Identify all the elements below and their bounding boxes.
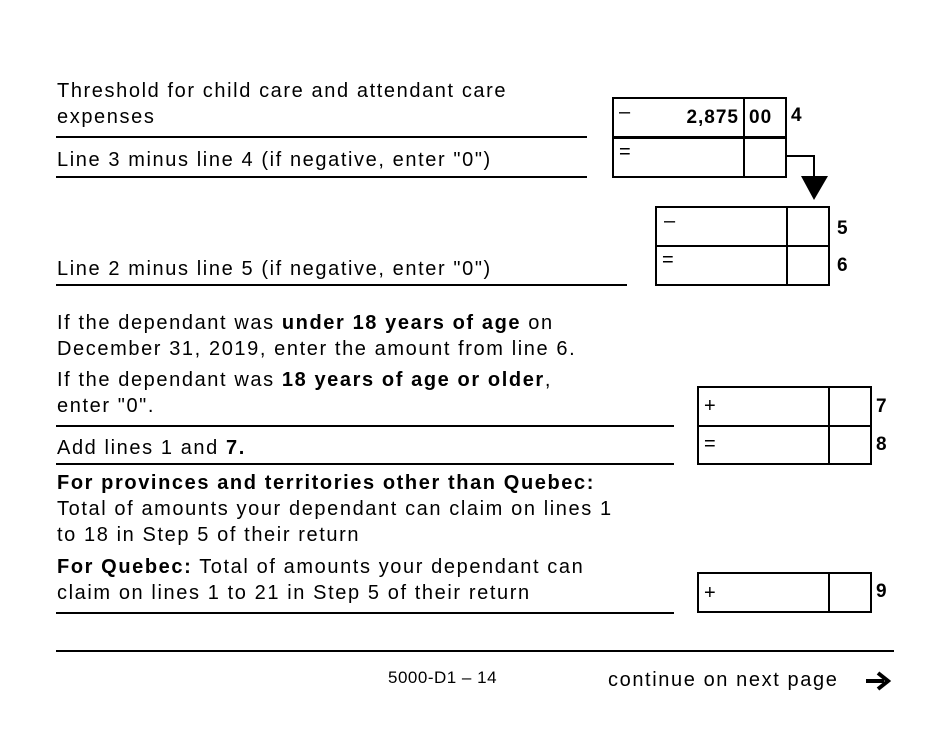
line2-minus-5-label: Line 2 minus line 5 (if negative, enter "0") xyxy=(57,258,492,280)
quebec-line1: For Quebec: Total of amounts your dependant can xyxy=(57,556,585,578)
threshold-label-line2: expenses xyxy=(57,106,156,128)
arrow-down-icon xyxy=(785,154,835,202)
line-8-amount-box[interactable] xyxy=(697,425,872,465)
divider xyxy=(56,176,587,178)
line-number-4: 4 xyxy=(791,105,802,126)
minus-sign: – xyxy=(619,101,631,123)
provinces-line3: to 18 in Step 5 of their return xyxy=(57,524,361,546)
plus-sign: + xyxy=(704,582,716,604)
continue-label: continue on next page xyxy=(608,669,839,691)
minus-sign: – xyxy=(664,210,676,232)
line3-minus-4-label: Line 3 minus line 4 (if negative, enter "0") xyxy=(57,149,492,171)
divider xyxy=(56,284,627,286)
provinces-line2: Total of amounts your dependant can claim on lines 1 xyxy=(57,498,613,520)
divider xyxy=(56,136,587,138)
line-number-5: 5 xyxy=(837,218,848,239)
provinces-heading: For provinces and territories other than Quebec: xyxy=(57,472,596,494)
line-6-amount-box[interactable] xyxy=(655,245,830,286)
divider xyxy=(56,425,674,427)
line-4-amount-box xyxy=(612,97,787,138)
line-7-amount-box[interactable] xyxy=(697,386,872,427)
equals-sign: = xyxy=(662,249,674,271)
equals-sign: = xyxy=(704,433,716,455)
arrow-right-icon xyxy=(864,669,894,693)
over-18-line1: If the dependant was 18 years of age or older, xyxy=(57,369,552,391)
line-number-6: 6 xyxy=(837,255,848,276)
over-18-line2: enter "0". xyxy=(57,395,156,417)
form-id: 5000-D1 – 14 xyxy=(388,668,498,687)
line-4-dollars: 2,875 xyxy=(686,107,739,128)
under-18-line2: December 31, 2019, enter the amount from line 6. xyxy=(57,338,577,360)
equals-sign: = xyxy=(619,141,631,163)
footer-divider xyxy=(56,650,894,652)
line-9-amount-box[interactable] xyxy=(697,572,872,613)
line-number-9: 9 xyxy=(876,581,887,602)
quebec-line2: claim on lines 1 to 21 in Step 5 of their return xyxy=(57,582,531,604)
line-number-7: 7 xyxy=(876,396,887,417)
plus-sign: + xyxy=(704,395,716,417)
divider xyxy=(56,463,674,465)
line-number-8: 8 xyxy=(876,434,887,455)
line-4-cents: 00 xyxy=(749,107,773,128)
under-18-line1: If the dependant was under 18 years of age on xyxy=(57,312,554,334)
divider xyxy=(56,612,674,614)
line-3-minus-4-amount-box[interactable] xyxy=(612,137,787,178)
line-5-amount-box[interactable] xyxy=(655,206,830,247)
add-lines-label: Add lines 1 and 7. xyxy=(57,437,246,459)
threshold-label-line1: Threshold for child care and attendant care xyxy=(57,80,508,102)
